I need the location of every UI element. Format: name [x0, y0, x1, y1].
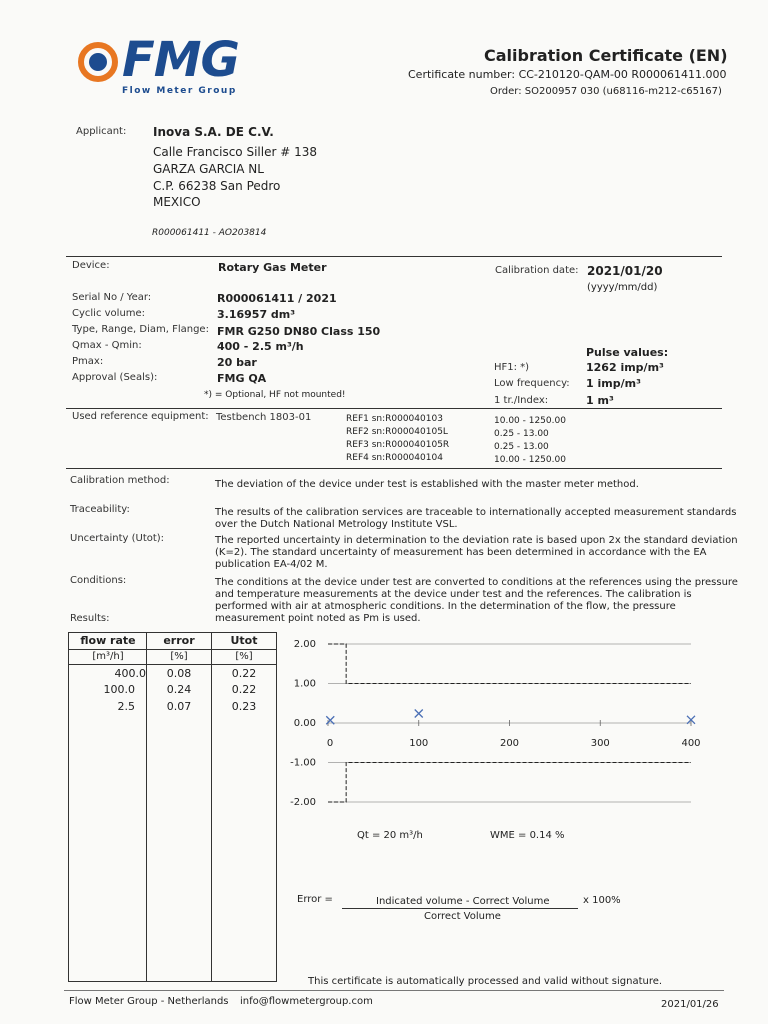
optional-note: *) = Optional, HF not mounted! — [204, 390, 346, 400]
y-tick-label: 1.00 — [293, 678, 316, 690]
pulse-label: HF1: *) — [494, 362, 530, 373]
reference-range: 10.00 - 1250.00 — [494, 455, 566, 465]
applicant-reference: R000061411 - AO203814 — [152, 228, 267, 238]
table-cell: 0.07 — [166, 700, 192, 713]
traceability-label: Traceability: — [70, 504, 130, 515]
formula-denominator: Correct Volume — [424, 911, 501, 922]
results-label: Results: — [70, 613, 110, 624]
table-cell: 2.5 — [117, 700, 135, 713]
certificate-title: Calibration Certificate (EN) — [484, 46, 728, 65]
device-name: Rotary Gas Meter — [218, 261, 327, 274]
pulse-label: Low frequency: — [494, 378, 570, 389]
column-header: flow rate — [80, 634, 136, 647]
address-line: C.P. 66238 San Pedro — [153, 179, 281, 193]
x-tick-label: 0 — [326, 738, 334, 749]
upper-limit-line — [328, 644, 691, 684]
y-tick-label: 0.00 — [293, 718, 316, 729]
uncertainty-line: (K=2). The standard uncertainty of measurement has been determined in accordance with the EA — [215, 547, 707, 558]
field-label: Serial No / Year: — [72, 292, 152, 303]
traceability-line: The results of the calibration services are traceable to internationally accepted measurement standards — [215, 507, 737, 518]
column-unit: [m³/h] — [92, 651, 124, 662]
validity-note: This certificate is automatically processed and valid without signature. — [308, 976, 663, 987]
pulse-values-title: Pulse values: — [586, 346, 669, 359]
field-label: Pmax: — [72, 356, 104, 367]
column-unit: [%] — [170, 651, 188, 662]
pulse-label: 1 tr./Index: — [494, 395, 549, 406]
reference-range: 0.25 - 13.00 — [494, 429, 549, 439]
reference-label: Used reference equipment: — [72, 411, 209, 422]
qt-label: Qt = 20 m³/h — [357, 830, 423, 841]
x-tick-label: 100 — [409, 738, 429, 749]
reference-range: 0.25 - 13.00 — [494, 442, 549, 452]
x-tick-label: 400 — [681, 738, 701, 749]
footer-date: 2021/01/26 — [661, 999, 719, 1010]
pulse-value: 1 m³ — [586, 394, 614, 407]
traceability-line: over the Dutch National Metrology Institute VSL. — [215, 519, 458, 530]
reference-meter: REF1 sn:R000040103 — [346, 414, 443, 424]
testbench: Testbench 1803-01 — [216, 412, 312, 423]
y-tick-label: -1.00 — [290, 757, 316, 769]
conditions-line: measurement point noted as Pm is used. — [215, 613, 421, 624]
uncertainty-line: The reported uncertainty in determination to the deviation rate is based upon 2x the standard deviation — [215, 535, 738, 546]
conditions-line: and temperature measurements at the device under test and the references. The calibration is — [215, 589, 692, 600]
field-value: FMG QA — [217, 372, 267, 385]
conditions-line: performed with air at atmospheric conditions. In the determination of the flow, the pressure — [215, 601, 676, 612]
calibration-date: 2021/01/20 — [587, 264, 663, 278]
applicant-name: Inova S.A. DE C.V. — [153, 125, 274, 139]
y-tick-label: -2.00 — [290, 797, 316, 808]
reference-meter: REF2 sn:R000040105L — [346, 427, 448, 437]
certificate-number: Certificate number: CC-210120-QAM-00 R000061411.000 — [408, 68, 727, 81]
formula-numerator: Indicated volume - Correct Volume — [376, 896, 550, 907]
wme-label: WME = 0.14 % — [490, 830, 565, 841]
conditions-label: Conditions: — [70, 575, 127, 586]
data-point — [415, 710, 423, 718]
uncertainty-label: Uncertainty (Utot): — [70, 533, 165, 544]
x-tick-label: 300 — [590, 738, 610, 749]
logo-text: FMG — [122, 32, 239, 88]
footer-email: info@flowmetergroup.com — [240, 996, 373, 1007]
table-cell: 0.22 — [231, 667, 257, 680]
field-label: Cyclic volume: — [72, 308, 146, 319]
formula-factor: x 100% — [583, 895, 621, 906]
table-cell: 0.24 — [166, 683, 192, 696]
field-label: Qmax - Qmin: — [72, 340, 142, 351]
reference-range: 10.00 - 1250.00 — [494, 416, 566, 426]
calibration-date-label: Calibration date: — [495, 265, 579, 276]
field-value: 20 bar — [217, 356, 257, 369]
method-text: The deviation of the device under test is established with the master meter method. — [215, 479, 639, 490]
table-cell: 100.0 — [103, 683, 135, 696]
field-label: Type, Range, Diam, Flange: — [72, 324, 209, 335]
uncertainty-line: publication EA-4/02 M. — [215, 559, 328, 570]
reference-meter: REF3 sn:R000040105R — [346, 440, 450, 450]
device-label: Device: — [72, 260, 110, 271]
address-line: GARZA GARCIA NL — [153, 162, 264, 176]
order-number: Order: SO200957 030 (u68116-m212-c65167) — [490, 86, 722, 97]
lower-limit-line — [328, 763, 691, 803]
column-unit: [%] — [235, 651, 253, 662]
table-cell: 0.08 — [166, 667, 192, 680]
y-tick-label: 2.00 — [293, 639, 316, 650]
table-cell: 400.0 — [114, 667, 146, 680]
field-value: 3.16957 dm³ — [217, 308, 296, 321]
footer-company: Flow Meter Group - Netherlands — [69, 996, 229, 1007]
column-header: Utot — [230, 634, 258, 647]
field-label: Approval (Seals): — [72, 372, 158, 383]
pulse-value: 1262 imp/m³ — [586, 361, 664, 374]
reference-meter: REF4 sn:R000040104 — [346, 453, 443, 463]
address-line: Calle Francisco Siller # 138 — [153, 145, 317, 159]
conditions-line: The conditions at the device under test are converted to conditions at the references using the pressure — [215, 577, 738, 588]
date-format: (yyyy/mm/dd) — [587, 282, 658, 293]
field-value: 400 - 2.5 m³/h — [217, 340, 304, 353]
pulse-value: 1 imp/m³ — [586, 377, 641, 390]
formula-lhs: Error = — [297, 894, 333, 905]
field-value: FMR G250 DN80 Class 150 — [217, 325, 381, 338]
logo-subtitle: Flow Meter Group — [122, 86, 237, 96]
divider — [64, 990, 724, 991]
applicant-label: Applicant: — [76, 126, 127, 137]
method-label: Calibration method: — [70, 475, 170, 486]
address-line: MEXICO — [153, 195, 201, 209]
x-tick-label: 200 — [499, 738, 520, 749]
fraction-bar — [342, 908, 578, 909]
table-cell: 0.23 — [231, 700, 257, 713]
column-header: error — [163, 634, 195, 647]
table-cell: 0.22 — [231, 683, 257, 696]
field-value: R000061411 / 2021 — [217, 292, 337, 305]
